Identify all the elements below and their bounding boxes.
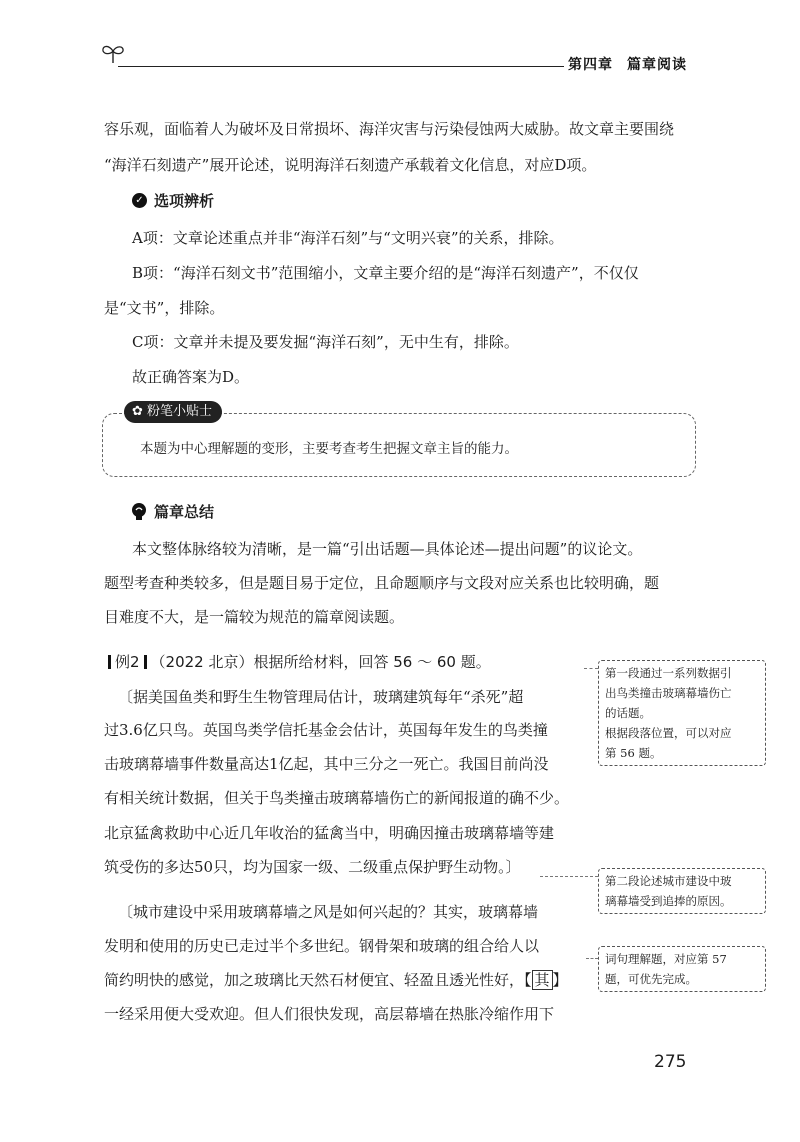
tip-text: 本题为中心理解题的变形，主要考查考生把握文章主旨的能力。 <box>140 441 518 457</box>
bracket-bar <box>108 655 111 669</box>
margin-note-2 <box>598 868 766 914</box>
margin-note-1 <box>598 660 766 766</box>
check-circle-icon: ✓ <box>132 193 147 208</box>
summary-line-1: 本文整体脉络较为清晰，是一篇“引出话题—具体论述—提出问题”的议论文。 <box>132 540 643 558</box>
note2-line-1: 第二段论述城市建设中玻 <box>605 874 732 888</box>
para2-line-3-text: 简约明快的感觉，加之玻璃比天然石材便宜、轻盈且透光性好， <box>104 971 525 989</box>
page-number: 275 <box>654 1052 687 1072</box>
bracket-close: 】 <box>552 971 568 989</box>
margin-note-3 <box>598 946 766 992</box>
example-label: 例2 <box>115 653 140 671</box>
tip-tag <box>124 401 222 423</box>
summary-heading: 篇章总结 <box>154 503 215 521</box>
para1-line-2: 过3.6亿只鸟。英国鸟类学信托基金会估计，英国每年发生的鸟类撞 <box>104 721 548 739</box>
summary-line-2: 题型考查种类较多，但是题目易于定位，且命题顺序与文段对应关系也比较明确，题 <box>104 574 660 592</box>
para1-line-1: 〔据美国鱼类和野生生物管理局估计，玻璃建筑每年“杀死”超 <box>118 688 524 706</box>
section-label: 篇章阅读 <box>627 57 687 73</box>
lightbulb-icon <box>130 502 148 522</box>
bracket-open: 【 <box>524 971 532 989</box>
note1-line-4: 根据段落位置，可以对应 <box>605 726 732 740</box>
note1-line-5: 第 56 题。 <box>605 746 662 760</box>
note2-line-2: 璃幕墙受到追捧的原因。 <box>605 894 732 908</box>
options-heading: 选项辨析 <box>154 192 215 210</box>
option-b-line-2: 是“文书”，排除。 <box>104 299 225 317</box>
intro-line-2: “海洋石刻遗产”展开论述，说明海洋石刻遗产承载着文化信息，对应D项。 <box>104 156 597 174</box>
note1-line-3: 的话题。 <box>605 706 651 720</box>
note-connector <box>586 958 598 959</box>
para1-line-4: 有相关统计数据，但关于鸟类撞击玻璃幕墙伤亡的新闻报道的确不少。 <box>104 789 570 807</box>
note1-line-2: 出鸟类撞击玻璃幕墙伤亡 <box>605 686 732 700</box>
para1-line-3: 击玻璃幕墙事件数量高达1亿起，其中三分之一死亡。我国目前尚没 <box>104 755 549 773</box>
chapter-header <box>568 54 687 74</box>
para1-line-6: 筑受伤的多达50只，均为国家一级、二级重点保护野生动物。〕 <box>104 858 521 876</box>
example-heading <box>104 651 491 672</box>
option-c: C项：文章并未提及要发掘“海洋石刻”，无中生有，排除。 <box>132 333 519 351</box>
tip-label: 粉笔小贴士 <box>147 404 213 419</box>
note-connector <box>584 668 598 669</box>
example-source: （2022 北京）根据所给材料，回答 56 ～ 60 题。 <box>150 653 491 671</box>
note-connector <box>540 876 598 877</box>
note3-line-2: 题，可优先完成。 <box>605 972 697 986</box>
note3-line-1: 词句理解题，对应第 57 <box>605 952 727 966</box>
option-b-line-1: B项：“海洋石刻文书”范围缩小，文章主要介绍的是“海洋石刻遗产”，不仅仅 <box>132 264 639 282</box>
underlined-word: 其 <box>532 970 553 990</box>
note1-line-1: 第一段通过一系列数据引 <box>605 666 732 680</box>
summary-line-3: 目难度不大，是一篇较为规范的篇章阅读题。 <box>104 608 405 626</box>
para2-line-3 <box>104 969 568 990</box>
header-rule <box>118 66 564 67</box>
intro-line-1: 容乐观，面临着人为破坏及日常损坏、海洋灾害与污染侵蚀两大威胁。故文章主要围绕 <box>104 120 675 138</box>
para2-line-1: 〔城市建设中采用玻璃幕墙之风是如何兴起的？其实，玻璃幕墙 <box>118 903 539 921</box>
chapter-label: 第四章 <box>568 57 613 73</box>
para2-line-2: 发明和使用的历史已走过半个多世纪。钢骨架和玻璃的组合给人以 <box>104 937 540 955</box>
sprout-icon: ✿ <box>132 404 148 419</box>
answer-line: 故正确答案为D。 <box>132 368 250 386</box>
bracket-bar <box>144 655 147 669</box>
para2-line-4: 一经采用便大受欢迎。但人们很快发现，高层幕墙在热胀冷缩作用下 <box>104 1005 555 1023</box>
option-a: A项：文章论述重点并非“海洋石刻”与“文明兴衰”的关系，排除。 <box>132 229 564 247</box>
sprout-icon <box>100 42 126 64</box>
para1-line-5: 北京猛禽救助中心近几年收治的猛禽当中，明确因撞击玻璃幕墙等建 <box>104 824 555 842</box>
